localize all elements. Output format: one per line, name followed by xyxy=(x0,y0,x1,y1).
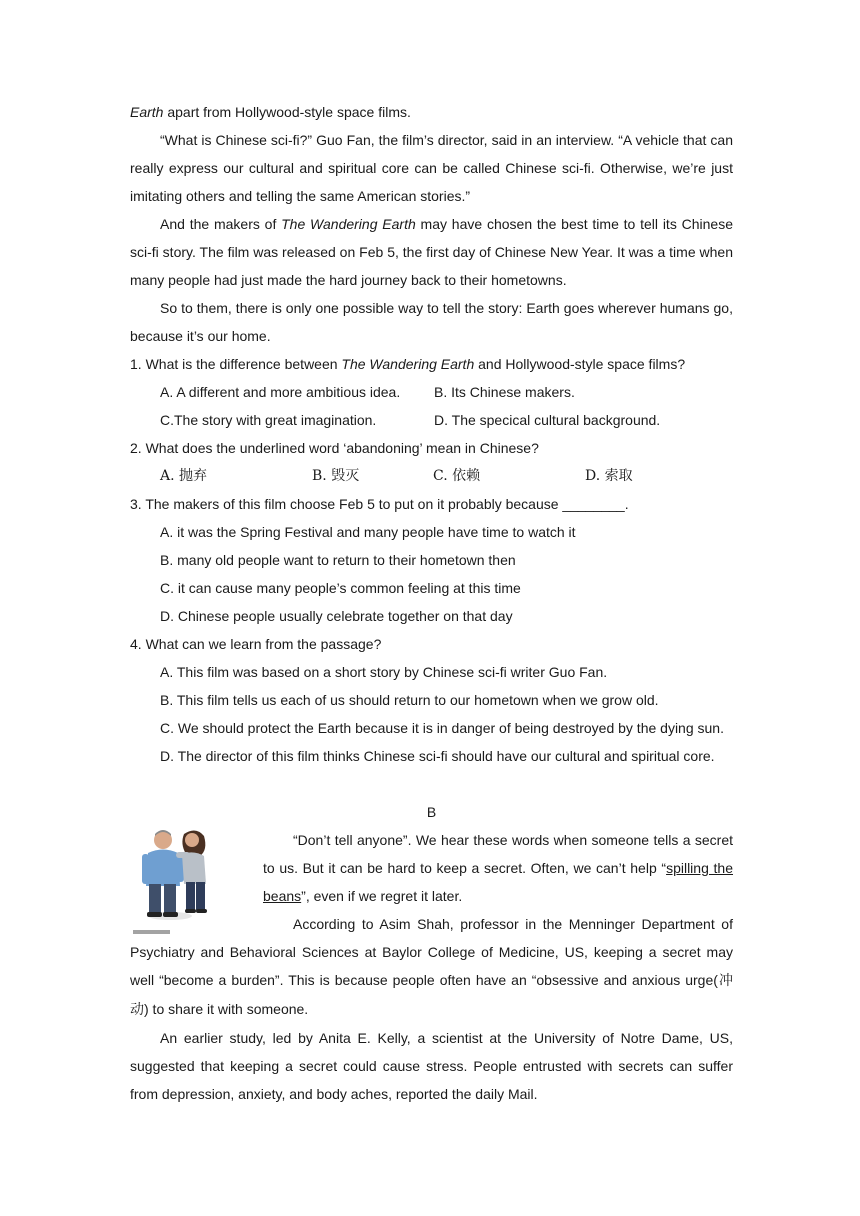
document-page xyxy=(130,98,733,1108)
text: ”, even if we regret it later. xyxy=(301,888,463,904)
two-people-whispering-illustration xyxy=(130,826,242,936)
text: ) to share it with someone. xyxy=(144,1001,309,1017)
question-4: 4. What can we learn from the passage? xyxy=(130,636,382,652)
text: 1. What is the difference between xyxy=(130,356,342,372)
q1-option-a[interactable]: A. A different and more ambitious idea. xyxy=(160,384,401,400)
text: apart from Hollywood-style space films. xyxy=(163,104,411,120)
q1-option-d[interactable]: D. The specical cultural background. xyxy=(434,412,661,428)
q3-option-d[interactable]: D. Chinese people usually celebrate together on that day xyxy=(160,608,513,624)
q4-option-b[interactable]: B. This film tells us each of us should return to our hometown when we grow old. xyxy=(160,692,659,708)
question-3: 3. The makers of this film choose Feb 5 to put on it probably because ________. xyxy=(130,496,629,512)
paragraph-a2 xyxy=(130,210,733,294)
q2-options-row xyxy=(130,462,733,490)
q4-option-c[interactable]: C. We should protect the Earth because it is in danger of being destroyed by the dying sun. xyxy=(160,720,724,736)
section-b-heading: B xyxy=(426,804,437,820)
chinese-gloss: 冲动 xyxy=(130,973,734,1018)
text: According to Asim Shah, professor in the Menninger Department of Psychiatry and Behavioral Sciences at Baylor College of Medicine, US, keeping a secret may well “become a burden”. This is because people often have an “obsessive and anxious urge( xyxy=(130,916,733,988)
underlined-phrase: spilling the beans xyxy=(263,860,733,904)
q1-options-row-2 xyxy=(130,406,733,434)
q3-option-b[interactable]: B. many old people want to return to their hometown then xyxy=(160,552,516,568)
question-2: 2. What does the underlined word ‘abandoning’ mean in Chinese? xyxy=(130,440,539,456)
q2-option-c[interactable]: C. 依赖 xyxy=(433,468,481,484)
q4-option-a[interactable]: A. This film was based on a short story by Chinese sci-fi writer Guo Fan. xyxy=(160,664,608,680)
italic-title: The Wandering Earth xyxy=(281,216,416,232)
text: “Don’t tell anyone”. We hear these words when someone tells a secret to us. But it can be hard to keep a secret. Often, we can’t help “ xyxy=(263,832,733,876)
q2-option-b[interactable]: B. 毁灭 xyxy=(312,468,360,484)
q1-option-c[interactable]: C.The story with great imagination. xyxy=(160,412,377,428)
passage-b-intro xyxy=(130,826,733,910)
text: And the makers of xyxy=(160,216,282,232)
italic-title: Earth xyxy=(130,104,164,120)
q2-option-a[interactable]: A. 抛弃 xyxy=(160,468,208,484)
paragraph-a1: “What is Chinese sci-fi?” Guo Fan, the film’s director, said in an interview. “A vehicle that can really express our cultural and spiritual core can be called Chinese sci-fi. Otherwise, we’re just imitating others and telling the same American stories.” xyxy=(130,132,733,204)
paragraph-a0 xyxy=(130,98,733,126)
q1-options-row-1 xyxy=(130,378,733,406)
italic-title: The Wandering Earth xyxy=(341,356,475,372)
q3-option-c[interactable]: C. it can cause many people’s common feeling at this time xyxy=(160,580,521,596)
paragraph-b3: An earlier study, led by Anita E. Kelly, a scientist at the University of Notre Dame, US, suggested that keeping a secret could cause stress. People entrusted with secrets can suffer from depression, anxiety, and body aches, reported the daily Mail. xyxy=(130,1030,733,1102)
text: and Hollywood-style space films? xyxy=(474,356,686,372)
question-1 xyxy=(130,350,733,378)
q2-option-d[interactable]: D. 索取 xyxy=(585,468,633,484)
q3-option-a[interactable]: A. it was the Spring Festival and many people have time to watch it xyxy=(160,524,576,540)
paragraph-a3: So to them, there is only one possible way to tell the story: Earth goes wherever humans go, because it’s our home. xyxy=(130,300,733,344)
text: may have chosen the best time to tell its Chinese sci-fi story. The film was released on Feb 5, the first day of Chinese New Year. It was a time when many people had just made the hard journey back to their hometowns. xyxy=(130,216,733,288)
q1-option-b[interactable]: B. Its Chinese makers. xyxy=(434,384,575,400)
q4-option-d[interactable]: D. The director of this film thinks Chinese sci-fi should have our cultural and spiritual core. xyxy=(160,748,715,764)
